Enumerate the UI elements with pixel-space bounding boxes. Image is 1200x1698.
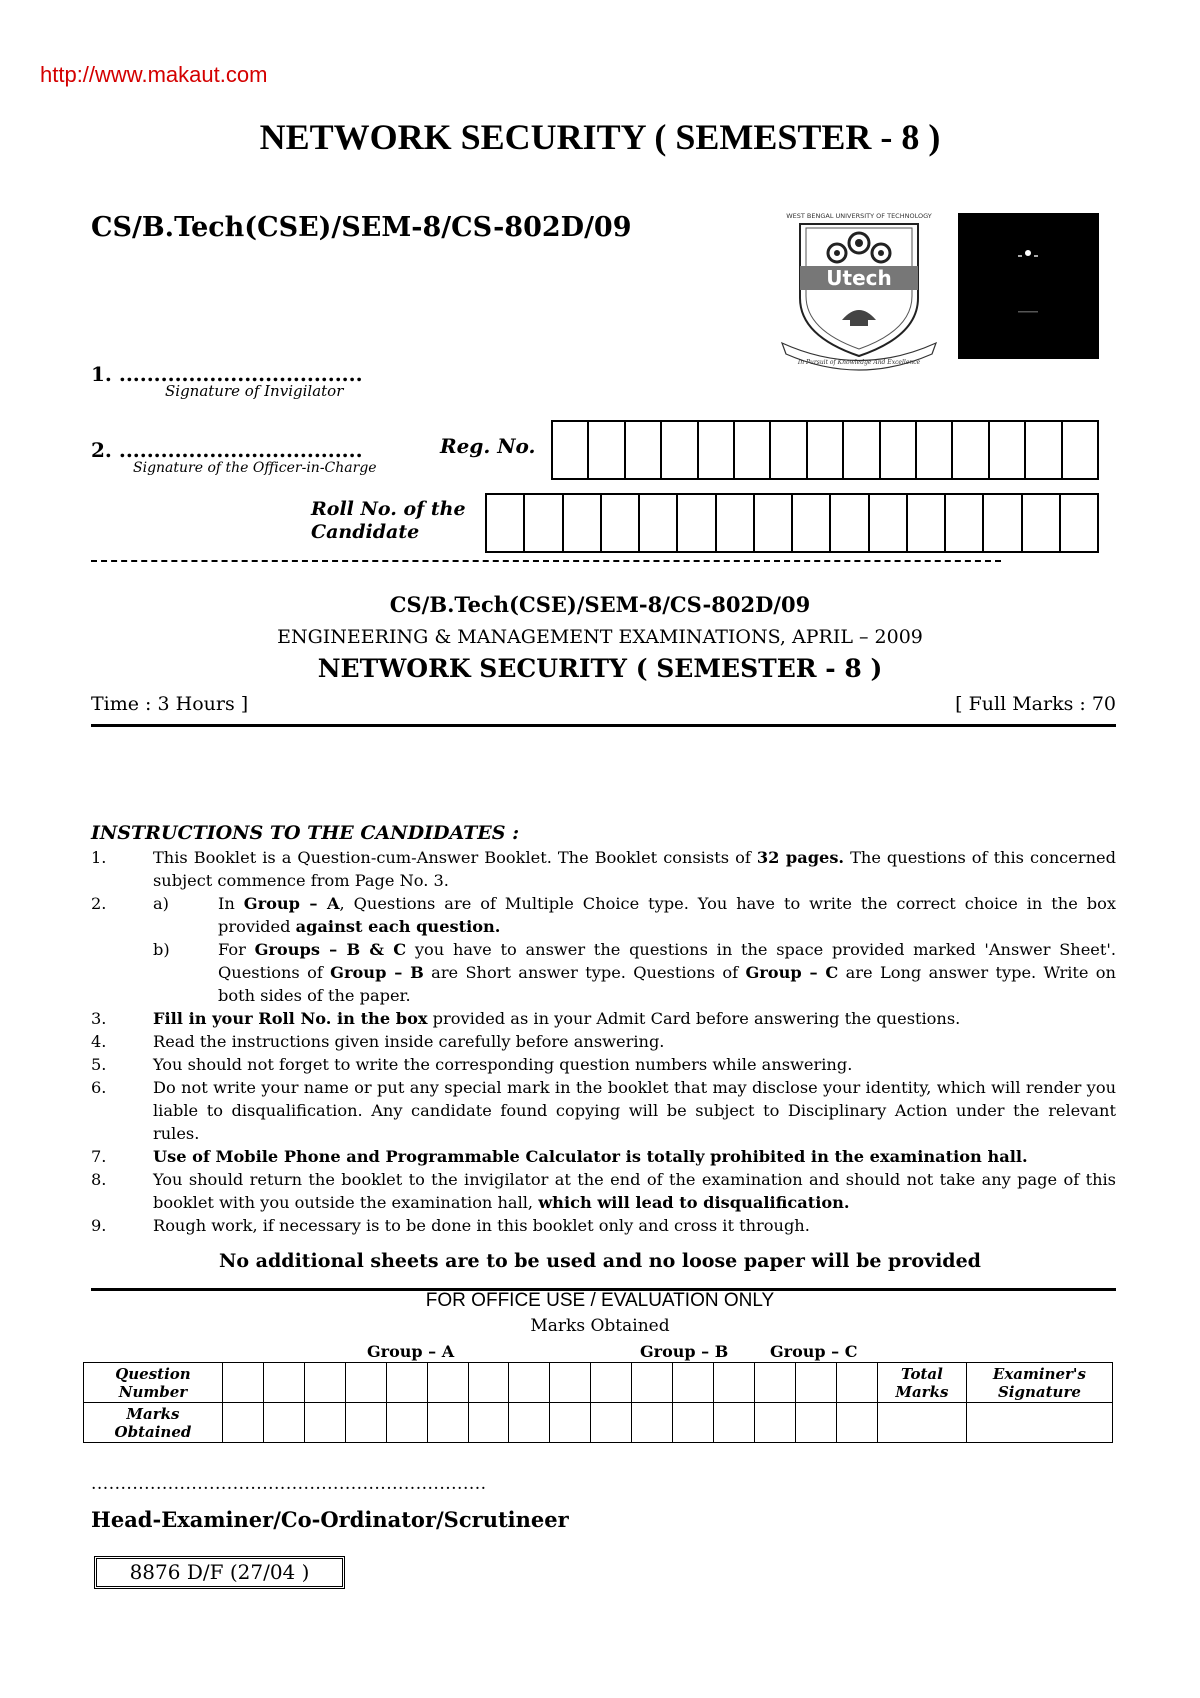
roll-label-line1: Roll No. of the — [311, 498, 466, 520]
instruction-item — [91, 1145, 1116, 1168]
item-text: Read the instructions given inside carefully before answering. — [153, 1032, 665, 1051]
source-url[interactable]: http://www.makaut.com — [40, 62, 268, 87]
group-b-label: Group – B — [640, 1342, 729, 1361]
item-number: 1. — [91, 848, 107, 867]
sig2-number: 2. — [91, 438, 112, 462]
instruction-item — [91, 846, 1116, 892]
instruction-item — [91, 892, 1116, 938]
marks-obtained-row — [84, 1403, 1113, 1443]
item-number: 3. — [91, 1009, 107, 1028]
reg-no-boxes[interactable] — [551, 420, 1099, 480]
roll-no-label — [311, 498, 466, 544]
sub-label: b) — [153, 940, 170, 959]
instruction-item — [91, 1214, 1116, 1237]
item-text: You should return the booklet to the invigilator at the end of the examination and should not take any page of this booklet with you outside the examination hall, which will lead to disqualification. — [153, 1170, 1116, 1212]
officer-signature-caption: Signature of the Officer-in-Charge — [133, 460, 377, 476]
tear-line — [91, 560, 1001, 562]
no-additional-sheets-note: No additional sheets are to be used and no loose paper will be provided — [219, 1250, 981, 1272]
item-text: In Group – A, Questions are of Multiple Choice type. You have to write the correct choice in the box provided against each question. — [218, 894, 1116, 936]
sig2-dots: ................................... — [118, 438, 363, 462]
invigilator-signature-caption: Signature of Invigilator — [165, 382, 344, 400]
marks-obtained-caption: Marks Obtained — [530, 1316, 670, 1336]
item-text: You should not forget to write the corresponding question numbers while answering. — [153, 1055, 853, 1074]
paper-code: CS/B.Tech(CSE)/SEM-8/CS-802D/09 — [91, 212, 632, 243]
head-examiner-signature-line: ................................................................... — [91, 1474, 487, 1494]
item-text: Do not write your name or put any special mark in the booklet that may disclose your identity, which will render you liable to disqualification. Any candidate found copying will be subject to Disciplinary Action under the relevant rules. — [153, 1078, 1116, 1143]
question-number-header: Question Number — [84, 1363, 223, 1403]
full-marks: [ Full Marks : 70 — [955, 693, 1116, 715]
examiner-signature-header: Examiner's Signature — [966, 1363, 1112, 1403]
item-number: 2. — [91, 894, 107, 913]
instructions-heading: INSTRUCTIONS TO THE CANDIDATES : — [91, 822, 520, 844]
item-number: 5. — [91, 1055, 107, 1074]
item-text: Fill in your Roll No. in the box provided as in your Admit Card before answering the questions. — [153, 1009, 961, 1028]
instruction-item — [91, 1076, 1116, 1145]
item-number: 9. — [91, 1216, 107, 1235]
question-number-row — [84, 1363, 1113, 1403]
photo-box — [958, 213, 1099, 359]
instructions-list — [91, 846, 1116, 1237]
item-text: For Groups – B & C you have to answer the questions in the space provided marked 'Answer Sheet'. Questions of Group – B are Short answer type. Questions of Group – C are Long answer type. Write on both sides of the paper. — [218, 940, 1116, 1005]
item-text: Rough work, if necessary is to be done in this booklet only and cross it through. — [153, 1216, 810, 1235]
item-number: 6. — [91, 1078, 107, 1097]
roll-label-line2: Candidate — [311, 521, 420, 543]
logo-motto: In Pursuit of Knowledge And Excellence — [797, 359, 921, 366]
head-examiner-label: Head-Examiner/Co-Ordinator/Scrutineer — [91, 1507, 569, 1532]
item-text: This Booklet is a Question-cum-Answer Booklet. The Booklet consists of 32 pages. The questions of this concerned subject commence from Page No. 3. — [153, 848, 1116, 890]
group-c-label: Group – C — [770, 1342, 858, 1361]
instruction-item — [91, 1030, 1116, 1053]
instruction-subitem — [153, 938, 1116, 1007]
logo-top-text: WEST BENGAL UNIVERSITY OF TECHNOLOGY — [786, 212, 932, 220]
marks-table — [83, 1362, 1113, 1443]
sig1-dots: ................................... — [118, 362, 363, 386]
exam-name: ENGINEERING & MANAGEMENT EXAMINATIONS, APRIL – 2009 — [277, 626, 923, 648]
exam-paper-code: CS/B.Tech(CSE)/SEM-8/CS-802D/09 — [389, 592, 811, 617]
sig1-number: 1. — [91, 362, 112, 386]
total-marks-header: Total Marks — [877, 1363, 966, 1403]
sub-label: a) — [153, 894, 169, 913]
main-title: NETWORK SECURITY ( SEMESTER - 8 ) — [259, 117, 941, 157]
header-rule — [91, 724, 1116, 727]
item-number: 7. — [91, 1147, 107, 1166]
logo-name: Utech — [826, 266, 892, 290]
instruction-item — [91, 1053, 1116, 1076]
reg-no-label: Reg. No. — [440, 434, 536, 458]
university-logo — [772, 208, 946, 376]
officer-signature-line — [91, 438, 363, 462]
item-number: 8. — [91, 1170, 107, 1189]
booklet-code: 8876 D/F (27/04 ) — [94, 1556, 345, 1589]
exam-title: NETWORK SECURITY ( SEMESTER - 8 ) — [317, 654, 883, 683]
office-use-title: FOR OFFICE USE / EVALUATION ONLY — [425, 1290, 775, 1311]
time-allowed: Time : 3 Hours ] — [91, 693, 249, 715]
item-text: Use of Mobile Phone and Programmable Calculator is totally prohibited in the examination hall. — [153, 1147, 1028, 1166]
group-a-label: Group – A — [367, 1342, 455, 1361]
instruction-item — [91, 1007, 1116, 1030]
marks-obtained-header: Marks Obtained — [84, 1403, 223, 1443]
instruction-item — [91, 1168, 1116, 1214]
item-number: 4. — [91, 1032, 107, 1051]
roll-no-boxes[interactable] — [485, 493, 1099, 553]
